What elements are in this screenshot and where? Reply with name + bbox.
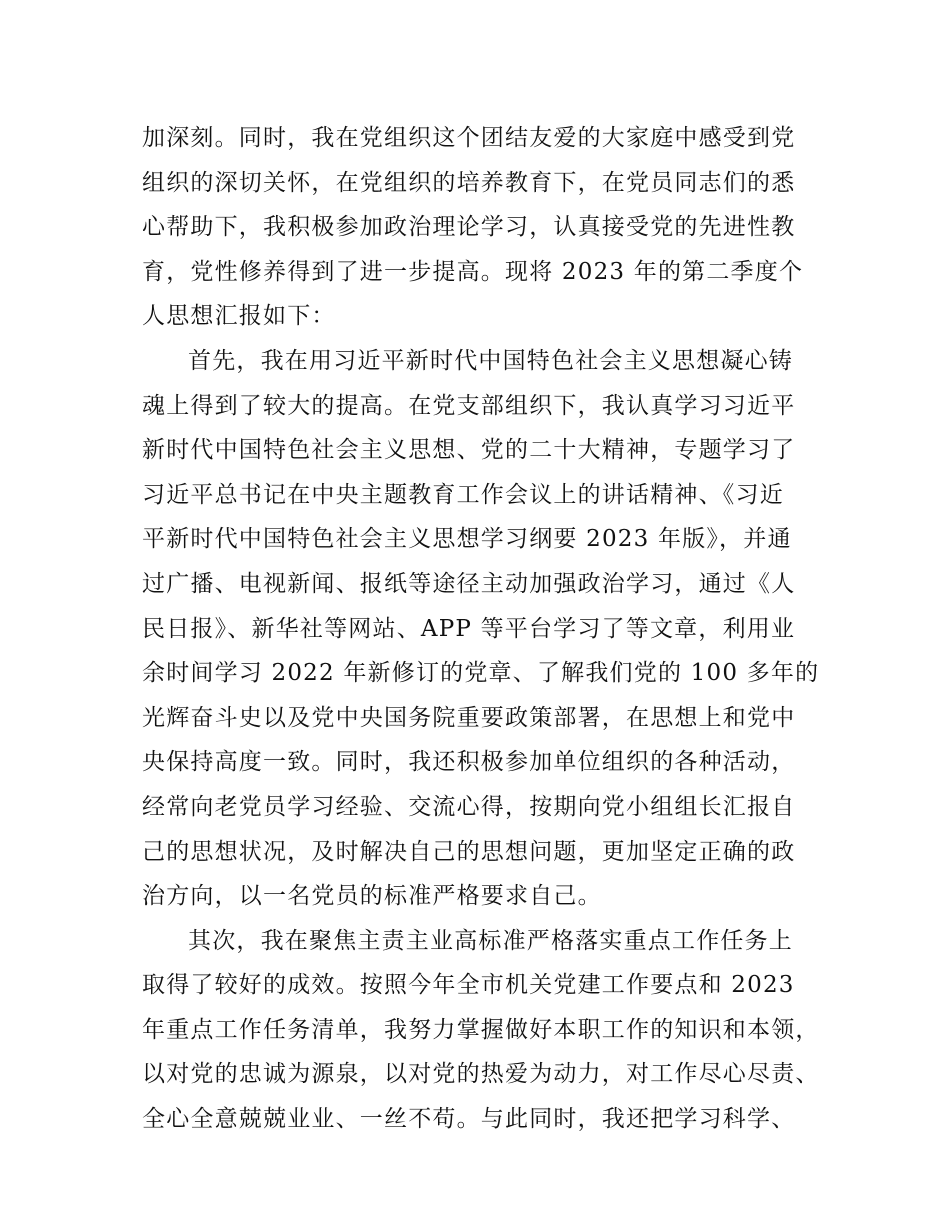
text-line: 经常向老党员学习经验、交流心得，按期向党小组组长汇报自 <box>142 793 796 820</box>
text-line: 治方向，以一名党员的标准严格要求自己。 <box>142 883 602 910</box>
text-line: 余时间学习 2022 年新修订的党章、了解我们党的 100 多年的 <box>142 660 820 687</box>
text-line: 取得了较好的成效。按照今年全市机关党建工作要点和 2023 <box>142 972 795 999</box>
text-line: 平新时代中国特色社会主义思想学习纲要 2023 年版》，并通 <box>142 526 792 553</box>
text-line: 年重点工作任务清单，我努力掌握做好本职工作的知识和本领， <box>142 1016 820 1043</box>
text-line: 育，党性修养得到了进一步提高。现将 2023 年的第二季度个 <box>142 258 804 285</box>
text-line: 新时代中国特色社会主义思想、党的二十大精神，专题学习了 <box>142 437 796 464</box>
text-line: 加深刻。同时，我在党组织这个团结友爱的大家庭中感受到党 <box>142 125 796 151</box>
text-line: 央保持高度一致。同时，我还积极参加单位组织的各种活动， <box>142 749 796 776</box>
text-line: 心帮助下，我积极参加政治理论学习，认真接受党的先进性教 <box>142 214 796 241</box>
paragraph-first-line: 首先，我在用习近平新时代中国特色社会主义思想凝心铸 <box>188 347 793 374</box>
text-line: 光辉奋斗史以及党中央国务院重要政策部署，在思想上和党中 <box>142 704 796 731</box>
text-line: 组织的深切关怀，在党组织的培养教育下，在党员同志们的悉 <box>142 169 796 196</box>
paragraph-first-line: 其次，我在聚焦主责主业高标准严格落实重点工作任务上 <box>188 927 793 954</box>
text-line: 魂上得到了较大的提高。在党支部组织下，我认真学习习近平 <box>142 392 796 419</box>
text-line: 民日报》、新华社等网站、APP 等平台学习了等文章，利用业 <box>142 615 796 642</box>
text-line: 全心全意兢兢业业、一丝不苟。与此同时，我还把学习科学、 <box>142 1106 796 1133</box>
text-line: 以对党的忠诚为源泉，以对党的热爱为动力，对工作尽心尽责、 <box>142 1061 820 1088</box>
text-line: 己的思想状况，及时解决自己的思想问题，更加坚定正确的政 <box>142 838 796 865</box>
text-line: 人思想汇报如下： <box>142 303 336 330</box>
text-line: 过广播、电视新闻、报纸等途径主动加强政治学习，通过《人 <box>142 570 796 597</box>
text-line: 习近平总书记在中央主题教育工作会议上的讲话精神、《习近 <box>142 481 784 508</box>
document-body <box>142 116 842 1142</box>
